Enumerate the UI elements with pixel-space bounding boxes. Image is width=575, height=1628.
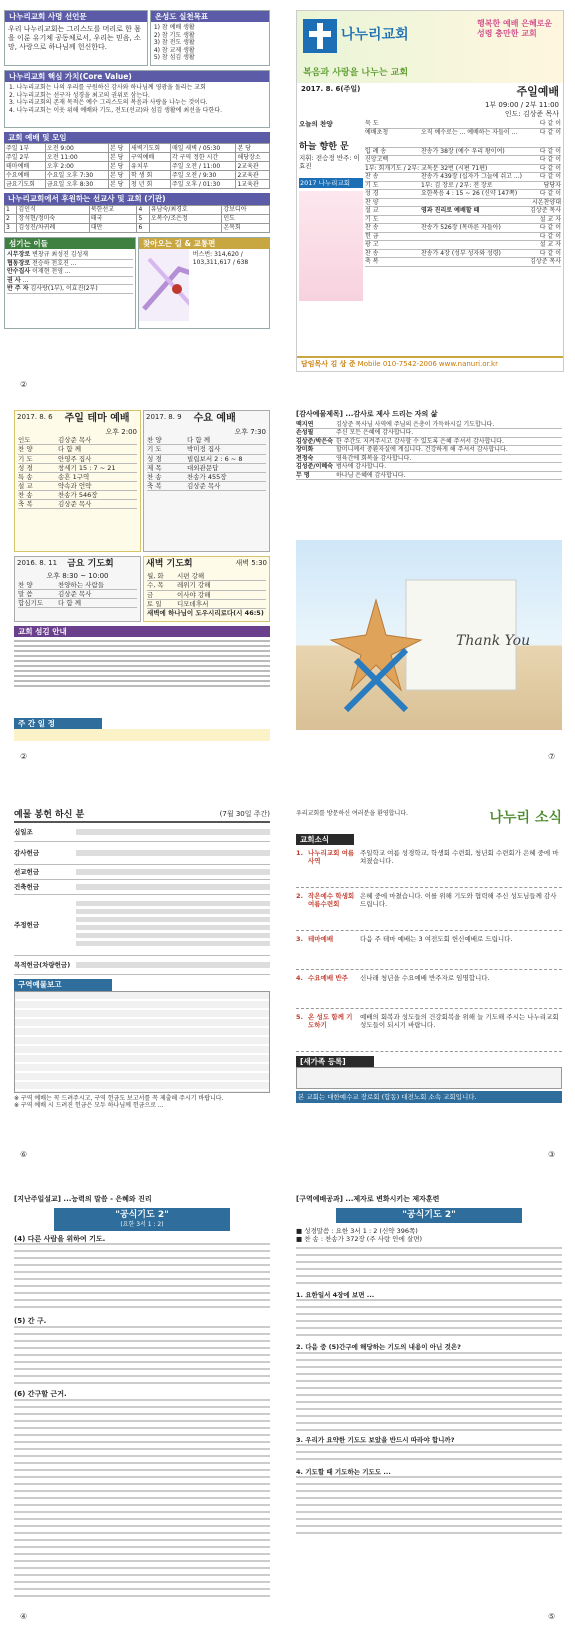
- page-3: [14, 410, 270, 740]
- order-row: 축 복 김상준 목사: [365, 258, 561, 266]
- staff-names: 변창규 최성진 김성재: [32, 251, 89, 259]
- offering-week: (7월 30일 주간): [219, 810, 270, 818]
- welcome-title: 하늘 향한 문: [299, 142, 349, 153]
- page-number: ②: [20, 752, 28, 761]
- thanks-row: 손성필 주신 모든 은혜에 감사합니다.: [296, 429, 562, 438]
- fri-row: 말 씀 김상준 목사: [18, 590, 137, 599]
- newcomer-title: [새가족 등록]: [296, 1056, 374, 1067]
- page-number: ③: [548, 1150, 556, 1159]
- church-name: 나누리교회: [341, 27, 409, 43]
- dawn-row: 월, 화 시편 강해: [147, 572, 266, 581]
- study-question: 3. 우리가 요약한 기도도 보았을 반드시 따라야 합니까?: [296, 1435, 455, 1444]
- fri-row: 찬 양 찬양하는 사람들: [18, 581, 137, 590]
- sermon-title: "공식기도 2": [115, 1209, 169, 1220]
- core-item: 1. 나누리교회는 나의 우리를 구원하신 감사와 하나님께 영광을 돌리는 교회: [9, 84, 206, 92]
- offering-row: 건축헌금: [14, 880, 270, 895]
- order-row: 1부: 회개기도 / 2부: 교독문 32번 (시편 71편) 다 같 이: [365, 164, 561, 172]
- service-title: 주일예배: [516, 85, 559, 98]
- table-row: 주일 1부 오전 9:00 본 당 새벽기도회 매일 새벽 / 05:30 본 당: [5, 144, 270, 153]
- page-1: [4, 10, 270, 370]
- map-image: [139, 249, 189, 321]
- fri-time: 오후 8:30 ~ 10:00: [46, 572, 109, 581]
- service-date: 2017. 8. 6(주일): [301, 85, 361, 93]
- study-question: 2. 다음 중 (5)간구에 해당하는 기도의 내용이 아닌 것은?: [296, 1343, 461, 1352]
- worship-table: [4, 143, 270, 189]
- missions-table: [4, 205, 270, 233]
- footer-phone: Mobile 010-7542-2006: [357, 360, 437, 369]
- schedule-title: 주 간 일 정: [14, 718, 102, 729]
- theme-time: 오후 2:00: [105, 427, 137, 436]
- order-row: 찬 송 찬송가 4장 (성부 성자와 성령) 다 같 이: [365, 249, 561, 257]
- page-7: [14, 1195, 270, 1605]
- news-item: 2. 작은예수 학생회 여름수련회 은혜 중에 마쳤습니다. 이를 위해 기도와 협력해 주신 성도님들께 감사드립니다.: [296, 888, 562, 931]
- thanks-row: 전정숙 영육간에 회복을 감사합니다.: [296, 455, 562, 464]
- wed-row: 기 도 박미정 집사: [147, 445, 266, 454]
- order-row: 찬 송 찬송가 439장 (십자가 그늘에 쉬고 ...) 다 같 이: [365, 173, 561, 181]
- mission-title: 나누리교회 사명 선언문: [5, 11, 147, 22]
- sermon-point: (6) 간구할 근거.: [14, 1390, 67, 1398]
- news-item: 1. 나누리교회 여름사역 주일학교 여름 성경학교, 학생회 수련회, 청년회 수련회가 은혜 중에 마쳐졌습니다.: [296, 845, 562, 888]
- wed-row: 성 경 빌립보서 2 : 6 ~ 8: [147, 455, 266, 464]
- study-question: 4. 기도할 때 기도하는 기도도 ...: [296, 1467, 391, 1476]
- poster-image: [299, 191, 363, 301]
- dawn-note: 새벽에 하나님이 도우시리로다(시 46:5): [147, 608, 264, 617]
- sermon-point: (5) 간 구.: [14, 1317, 47, 1326]
- thank-you-card-text: Thank You: [456, 633, 531, 649]
- table-row: 테마예배 오후 2:00 본 당 유치부 주일 오전 / 11:00 2교육관: [5, 162, 270, 171]
- cross-logo-icon: [303, 19, 337, 53]
- vision-item: 5) 참 섬김 생활: [153, 54, 195, 62]
- order-row: 성 경 요한복음 4 : 15 ~ 26 (신약 147쪽) 다 같 이: [365, 190, 561, 198]
- core-values-box: [4, 70, 270, 128]
- order-row: 설 교 영과 진리로 예배할 때 김상준 목사: [365, 207, 561, 215]
- footer-web: www.nanuri.or.kr: [438, 360, 498, 369]
- wed-row: 찬 송 찬송가 455장: [147, 473, 266, 482]
- order-row: 찬 송 찬송가 526장 (목마른 자들아) 다 같 이: [365, 224, 561, 232]
- dawn-title: 새벽 기도회: [146, 559, 193, 569]
- core-item: 4. 나누리교회는 이웃 위해 예배와 기도, 전도(선교)와 섬김 생활에 최선을 다한다.: [9, 106, 222, 114]
- worship-order: [365, 120, 561, 301]
- service-leader: 인도: 김상준 목사: [504, 109, 559, 118]
- welcome-people: 지휘: 전승정 반주: 이효진: [299, 153, 360, 170]
- offering-row: 감사헌금: [14, 842, 270, 865]
- order-row: 예배초청 오직 예수로는 ... 예배하는 자들이 ... 다 같 이: [365, 129, 561, 148]
- staff-role: 반 주 자: [7, 285, 29, 293]
- staff-role: 안수집사: [7, 268, 31, 276]
- theme-row: 특 송 송흔 1구역: [18, 473, 137, 482]
- map-box: [138, 237, 270, 329]
- order-row: 묵 도 다 같 이: [365, 120, 561, 128]
- table-row: 금요기도회 금요일 오후 8:30 본 당 청 년 회 주일 오후 / 01:30 1교육관: [5, 180, 270, 189]
- news-item: 4. 수요예배 반주 신나래 청년을 수요예배 반주자로 임명합니다.: [296, 970, 562, 1009]
- order-row: 찬 양 시온찬양대: [365, 198, 561, 206]
- wed-row: 찬 양 다 함 께: [147, 436, 266, 445]
- news-intro: 우리교회를 방문하신 여러분을 환영합니다.: [296, 810, 408, 817]
- offering-row: 십일조: [14, 823, 270, 842]
- study-header: [구역예배공과] ...제자로 변화시키는 제자훈련: [296, 1195, 440, 1203]
- vision-item: 1) 참 예배 생활: [153, 24, 195, 32]
- newcomer-table: [296, 1067, 562, 1089]
- theme-title: 주일 테마 예배: [64, 413, 130, 424]
- order-row: 신앙고백 다 같 이: [365, 156, 561, 164]
- staff-role: 권 사: [7, 276, 21, 284]
- vision-box: [150, 10, 270, 66]
- wed-row: 축 복 김상준 목사: [147, 482, 266, 491]
- core-item: 2. 나누리교회는 선구자 성경을 최고의 권위로 삼는다.: [9, 91, 150, 99]
- cell-note-1: ※ 구역 예배는 꼭 드려주시고, 구역 헌금도 보고서를 꼭 제출해 주시기 바랍니다.: [14, 1094, 224, 1102]
- theme-row: 인도 김상준 목사: [18, 436, 137, 445]
- fri-date: 2016. 8. 11: [17, 559, 58, 567]
- theme-row: 찬 양 다 함 께: [18, 445, 137, 454]
- study-hymn: ■ 찬 송 : 찬송가 372장 (주 사랑 안에 살면): [296, 1235, 423, 1244]
- slogan: 행복한 예배 은혜로운 성령 충만한 교회: [477, 19, 553, 38]
- theme-row: 찬 송 찬송가 546장: [18, 491, 137, 500]
- worship-schedule: [4, 132, 270, 189]
- wed-date: 2017. 8. 9: [146, 413, 182, 421]
- news-footer: 본 교회는 대한예수교 장로회 (합동) 대전노회 소속 교회입니다.: [296, 1091, 562, 1103]
- table-row: 수요예배 수요일 오후 7:30 본 당 학 생 회 주일 오전 / 9:30 2교육관: [5, 171, 270, 180]
- page-6: [296, 810, 562, 1140]
- theme-row: 설 교 약속과 언약: [18, 482, 137, 491]
- cell-table: [14, 991, 270, 1093]
- study-paragraph: [296, 1247, 562, 1287]
- thanks-row: 맥지연 김상준 목사님 사역에 주님의 은총이 가득하시길 기도합니다.: [296, 421, 562, 430]
- core-item: 3. 나누리교회의 존재 목적은 예수 그리스도의 복음과 사랑을 나누는 것이다.: [9, 99, 208, 107]
- slogan-2: 복음과 사랑을 나누는 교회: [303, 67, 409, 78]
- news-item: 3. 테마예배 다음 주 테마 예배는 3 여전도회 헌신예배로 드립니다.: [296, 931, 562, 970]
- staff-box: [4, 237, 136, 329]
- table-row: 2 장석현/정미숙 태국 5 오복수/조은정 인도: [5, 214, 270, 223]
- theme-row: 기 도 안영주 집사: [18, 455, 137, 464]
- page-2: [296, 10, 564, 372]
- vision-item: 2) 참 기도 생활: [153, 31, 195, 39]
- vision-title: 온성도 실천목표: [151, 11, 269, 22]
- theme-service-box: [14, 410, 141, 552]
- cover-footer: [297, 356, 563, 371]
- fri-row: 합심기도 다 함 께: [18, 599, 137, 608]
- thanks-header: [감사예물제목] ...감사로 제사 드리는 자의 삶: [296, 410, 438, 418]
- sermon-point: (4) 다른 사람을 위하여 기도.: [14, 1234, 106, 1243]
- order-row: 기 도 설 교 자: [365, 215, 561, 223]
- wed-time: 오후 7:30: [234, 427, 266, 436]
- wed-service-box: [143, 410, 270, 552]
- order-row: 광 고 설 교 자: [365, 241, 561, 249]
- table-row: 1 김인식 북한선교 4 유남숙/최경호 강보디아: [5, 205, 270, 214]
- page-number: ②: [20, 380, 28, 389]
- offering-title: 예물 봉헌 하신 분: [14, 810, 85, 820]
- footer-pastor: 담임목사 김 상 준: [301, 360, 356, 369]
- page-number: ⑥: [20, 1150, 28, 1159]
- staff-names: ...: [22, 276, 29, 284]
- duty-title: 교회 섬김 안내: [14, 626, 270, 637]
- news-title: 나누리 소식: [489, 810, 562, 826]
- study-title: "공식기도 2": [336, 1208, 522, 1223]
- theme-row: 축 복 김상준 목사: [18, 500, 137, 509]
- fri-title: 금요 기도회: [67, 559, 114, 569]
- offering-row: 주정헌금: [14, 895, 270, 956]
- thanks-row: 김성준/이혜숙 범사에 감사합니다.: [296, 463, 562, 472]
- page-8: [296, 1195, 562, 1605]
- order-row: 기 도 1부: 김 장로 / 2부: 전 장로 담당자: [365, 181, 561, 189]
- theme-row: 성 경 창세기 15 : 7 ~ 21: [18, 464, 137, 473]
- duty-box: [14, 626, 270, 716]
- offering-row: 목적헌금(차량헌금): [14, 956, 270, 975]
- theme-date: 2017. 8. 6: [17, 413, 53, 421]
- order-row: 헌 금 다 같 이: [365, 232, 561, 240]
- sermon-header: [지난주일설교] ...능력의 말씀 - 은혜와 진리: [14, 1195, 152, 1203]
- staff-names: 김사랑(1부), 이효진(2부): [30, 285, 98, 293]
- news-section: 교회소식: [296, 834, 354, 845]
- missions-box: [4, 193, 270, 232]
- mission-box: [4, 10, 148, 66]
- bus-info: 버스번: 314,620 / 103,311,617 / 638: [192, 251, 249, 266]
- dawn-time: 새벽 5:30: [235, 559, 267, 567]
- dawn-box: [143, 556, 270, 622]
- vision-item: 3) 참 전도 생활: [153, 39, 195, 47]
- thanks-row: 김상준/박은숙 한 주간도 지켜주시고 감사할 수 있도록 은혜 주셔서 감사합니다.: [296, 438, 562, 447]
- dawn-row: 금 이사야 강해: [147, 591, 266, 600]
- staff-title: 섬기는 이들: [5, 238, 135, 249]
- cover-banner: [297, 11, 563, 83]
- offering-list: [14, 823, 270, 975]
- today-title: 오늘의 찬양: [299, 120, 333, 129]
- thanks-row: 장미화 할머니께서 중환자실에 계십니다. 건강하게 해 주셔서 감사합니다.: [296, 446, 562, 455]
- order-row: 입 례 송 찬송가 38장 (예수 우리 왕이여) 다 같 이: [365, 147, 561, 155]
- sermon-paragraph: [14, 1399, 270, 1599]
- thanks-list: [296, 421, 562, 481]
- study-paragraph: [296, 1476, 562, 1536]
- wed-row: 제 목 대외관문답: [147, 464, 266, 473]
- cell-title: 구역예물보고: [14, 979, 112, 990]
- page-number: ④: [20, 1612, 28, 1621]
- fri-box: [14, 556, 141, 622]
- year-banner: 2017 나누리교회: [299, 178, 363, 188]
- study-paragraph: [296, 1352, 562, 1432]
- page-5: [14, 810, 270, 1140]
- staff-role: 협동장로: [7, 259, 31, 267]
- study-paragraph: [296, 1299, 562, 1339]
- page-4: [296, 410, 562, 740]
- sermon-paragraph: [14, 1243, 270, 1313]
- staff-names: 이재현 천영 ...: [32, 268, 71, 276]
- thanks-row: 무 명 하나님 은혜에 감사합니다.: [296, 472, 562, 481]
- page-number: ⑦: [548, 752, 556, 761]
- starfish-image: [296, 540, 562, 730]
- worship-title: 교회 예배 및 모임: [4, 132, 270, 143]
- dawn-row: 수, 목 레위기 강해: [147, 581, 266, 590]
- core-title: 나누리교회 핵심 가치(Core Value): [5, 71, 269, 82]
- study-hymn: ■ 성경말씀 : 요한 3서 1 : 2 (신약 396쪽): [296, 1227, 418, 1235]
- sermon-ref: (요한 3서 1 : 2): [120, 1221, 164, 1228]
- staff-names: 전승하 천호진 ...: [32, 259, 77, 267]
- vision-item: 4) 참 교제 생활: [153, 46, 195, 54]
- missions-title: 나누리교회에서 후원하는 선교사 및 교회 (기관): [4, 193, 270, 204]
- study-question: 1. 요한일서 4장에 보면 ...: [296, 1291, 375, 1300]
- page-number: ⑤: [548, 1612, 556, 1621]
- table-row: 3 김성진/차귀례 대만 6 온목회: [5, 223, 270, 232]
- wed-title: 수요 예배: [193, 413, 236, 424]
- cell-note-2: ※ 구역 예배 시 드려진 헌금은 모두 하나님께 헌금으로 ...: [14, 1102, 164, 1110]
- table-row: 주일 2부 오전 11:00 본 당 구역예배 각 구역 정한 시간 해당장소: [5, 153, 270, 162]
- map-title: 찾아오는 길 & 교통편: [139, 238, 269, 249]
- dawn-row: 토 일 디모데후서: [147, 600, 266, 609]
- offering-row: 선교헌금: [14, 865, 270, 880]
- schedule-box: [14, 718, 270, 742]
- service-times: 1부 09:00 / 2부 11:00: [484, 100, 559, 109]
- sermon-paragraph: [14, 1326, 270, 1386]
- mission-text: 우리 나누리교회는 그리스도를 머리로 한 몸을 이룬 유기체 공동체로서, 우리는 믿음, 소망, 사랑으로 하나님께 헌신한다.: [8, 25, 141, 51]
- staff-role: 시무장로: [7, 251, 31, 259]
- study-paragraph: [296, 1444, 562, 1464]
- news-item: 5. 온 성도 함께 기도하기 예배의 회복과 성도들의 건강회복을 위해 늘 기도해 주시는 나누리교회 성도들이 되시기 바랍니다.: [296, 1009, 562, 1052]
